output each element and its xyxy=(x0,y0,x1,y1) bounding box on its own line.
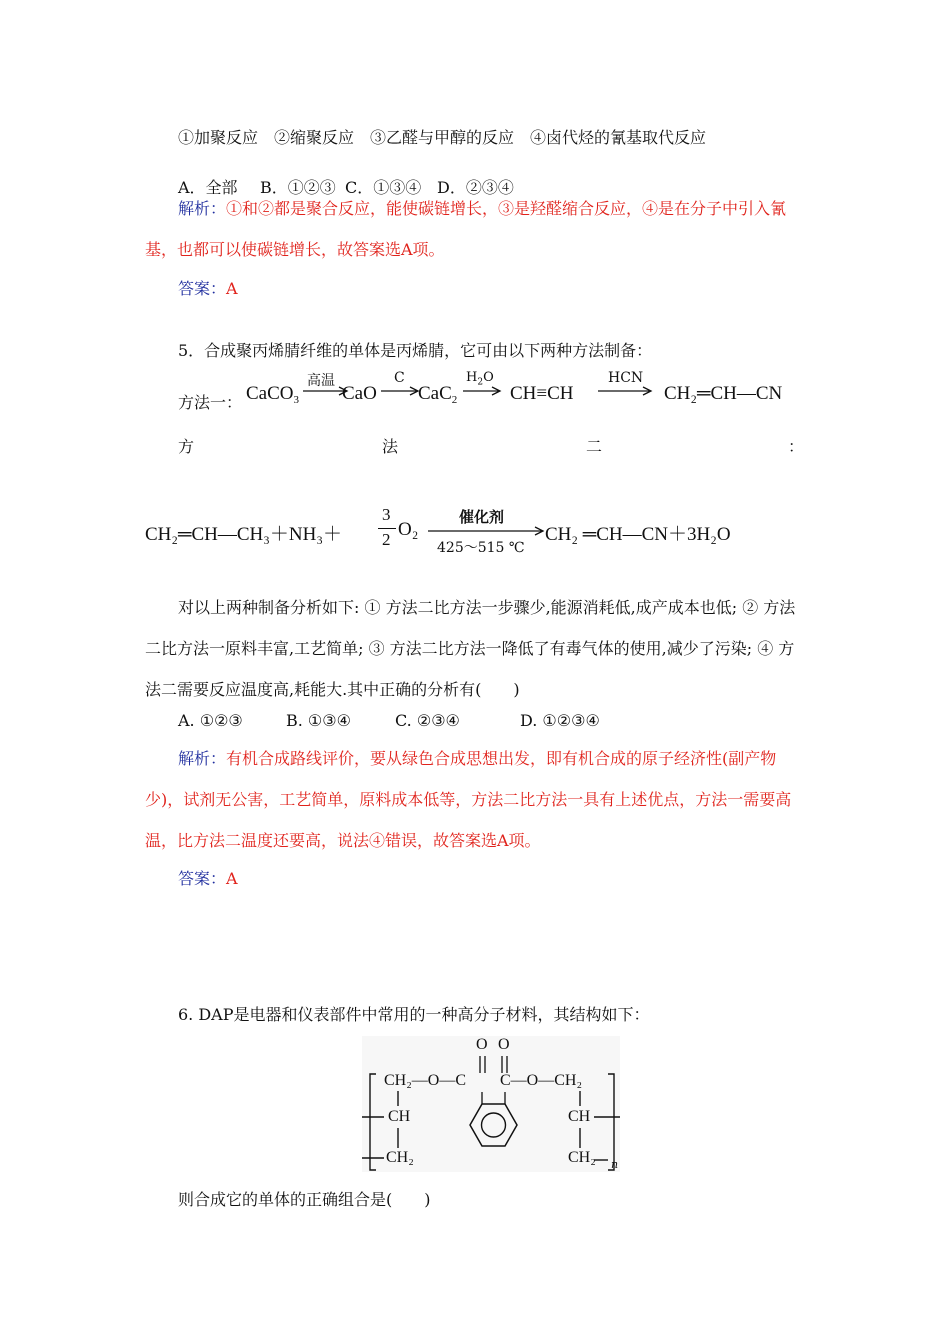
cac2: CaC$_2$ xyxy=(418,383,458,406)
cond-carbon: C xyxy=(394,370,405,386)
struct-ch-left: CH xyxy=(388,1108,411,1125)
q4-analysis-label: 解析： xyxy=(178,199,227,218)
frac-denominator: 2 xyxy=(382,530,391,549)
q5-choice-b: B. ①③④ xyxy=(286,711,351,730)
struct-n: n xyxy=(611,1158,619,1171)
arrow-2 xyxy=(381,386,421,396)
struct-ch-right: CH xyxy=(568,1108,591,1125)
q5-analysis-intro: 对以上两种制备分析如下: ① 方法二比方法一步骤少,能源消耗低,成产成本也低; ② 方法二比方法一原料丰富,工艺简单; ③ 方法二比方法一降低了有毒气体的使用,减少了污染; ④ 方法二需要反应温度高,耗能大.其中正确的分析有( ) xyxy=(145,598,796,699)
struct-right-ester: C—O—CH₂ xyxy=(500,1072,583,1089)
q4-choice-b: B．①②③ xyxy=(260,178,336,197)
acetylene: CH≡CH xyxy=(510,383,574,404)
q4-options-line: ①加聚反应 ②缩聚反应 ③乙醛与甲醇的反应 ④卤代烃的氰基取代反应 xyxy=(178,128,707,147)
cond-high-temp: 高温 xyxy=(307,373,335,389)
method2-label-1: 方 xyxy=(178,437,195,456)
method2-label-2: 法 xyxy=(382,437,399,456)
q5-choice-c: C. ②③④ xyxy=(395,711,460,730)
q5-analysis-label: 解析： xyxy=(178,749,227,768)
struct-ch2-right: CH₂ xyxy=(568,1149,596,1166)
cond-water: $H_2O$ xyxy=(466,370,494,388)
q4-analysis-text: ①和②都是聚合反应，能使碳链增长，③是羟醛缩合反应，④是在分子中引入氰基，也都可以使碳链增长，故答案选A项。 xyxy=(145,199,787,259)
q5-choice-d: D. ①②③④ xyxy=(520,711,600,730)
q6-question: 则合成它的单体的正确组合是( ) xyxy=(178,1190,431,1209)
dap-structure xyxy=(362,1036,620,1172)
q4-choice-a: A．全部 xyxy=(178,178,238,197)
struct-oxygen-1: O xyxy=(476,1036,488,1053)
q5-answer-value: A xyxy=(226,869,238,888)
q5-answer-label: 答案： xyxy=(178,869,227,888)
q5-analysis xyxy=(145,738,810,861)
q4-answer-value: A xyxy=(226,279,238,298)
caco3: CaCO$_3$ xyxy=(246,383,299,406)
q4-choice-d: D．②③④ xyxy=(437,178,514,197)
q4-analysis xyxy=(145,188,810,270)
arrow-catalyst xyxy=(428,526,546,536)
arrow-4 xyxy=(598,386,654,396)
cond-hcn: HCN xyxy=(608,370,644,386)
acrylonitrile: CH₂═CH—CN xyxy=(664,383,783,404)
q4-answer-label: 答案： xyxy=(178,279,227,298)
struct-oxygen-2: O xyxy=(498,1036,510,1053)
m2-products: CH₂ ═CH—CN＋3H₂O xyxy=(545,524,731,545)
q5-analysis-text: 有机合成路线评价，要从绿色合成思想出发，即有机合成的原子经济性(副产物少)，试剂无公害，工艺简单，原料成本低等，方法二比方法一具有上述优点，方法一需要高温，比方法二温度还要高，说法④错误，故答案选A项。 xyxy=(145,749,792,850)
q5-answer xyxy=(178,866,238,889)
q4-choice-c: C．①③④ xyxy=(345,178,422,197)
frac-bar xyxy=(378,528,396,529)
m2-reactants: CH₂═CH—CH₃＋NH₃＋ xyxy=(145,524,342,545)
temperature-range: 425～515 ℃ xyxy=(437,540,525,556)
method2-label-3: 二 xyxy=(586,437,603,456)
catalyst-label: 催化剂 xyxy=(459,508,505,526)
cao: CaO xyxy=(342,383,377,404)
method2-label-4: ： xyxy=(788,437,805,456)
q5-stem: 5．合成聚丙烯腈纤维的单体是丙烯腈，它可由以下两种方法制备： xyxy=(178,341,653,360)
arrow-3 xyxy=(463,386,503,396)
struct-ch2-left: CH₂ xyxy=(386,1149,414,1166)
struct-left-ester: CH₂—O—C xyxy=(384,1072,467,1089)
frac-numerator: 3 xyxy=(382,505,391,524)
q6-stem: 6. DAP是电器和仪表部件中常用的一种高分子材料，其结构如下： xyxy=(178,1005,650,1024)
m2-oxygen: O₂ xyxy=(398,519,419,540)
q5-choice-a: A. ①②③ xyxy=(178,711,243,730)
method1-label: 方法一： xyxy=(178,393,243,412)
q4-answer xyxy=(178,276,238,299)
